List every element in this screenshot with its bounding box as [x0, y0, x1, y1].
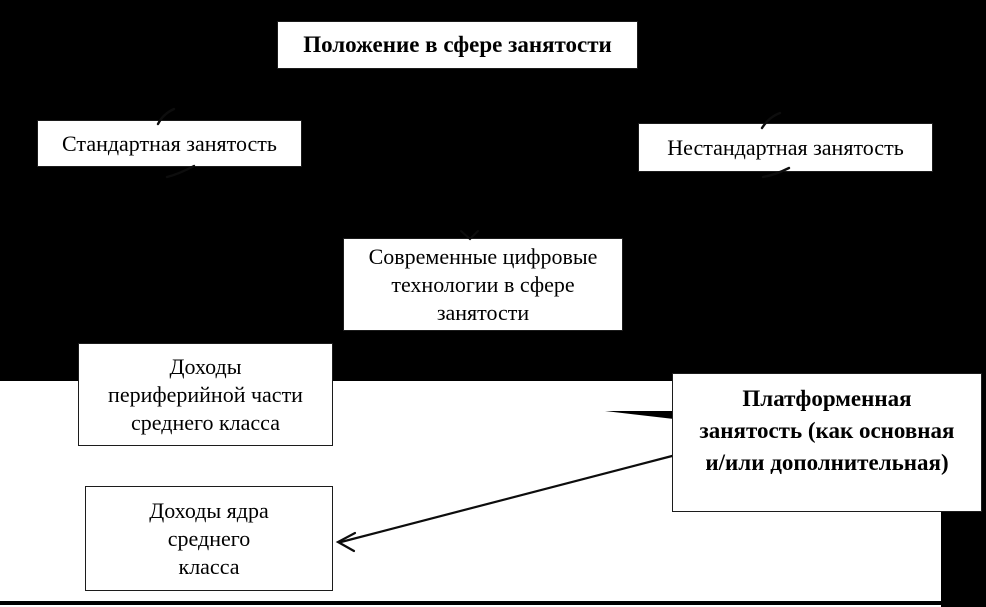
platform-line-1: Платформенная [742, 386, 912, 411]
node-platform-employment [672, 373, 982, 512]
periphery-line-1: Доходы [169, 353, 242, 379]
core-line-2: среднего [167, 525, 251, 551]
digital-line-1: Современные цифровые [368, 243, 598, 269]
black-region-right-column [941, 0, 986, 607]
node-nonstandard-employment [638, 123, 933, 172]
node-nonstandard-employment-label: Нестандартная занятость [667, 134, 904, 160]
platform-line-3: и/или дополнительная) [705, 450, 949, 475]
black-region-bottom-bar [0, 601, 986, 605]
core-line-3: класса [178, 553, 240, 579]
node-employment-position-label: Положение в сфере занятости [303, 32, 612, 57]
node-digital-technologies [343, 238, 623, 331]
digital-line-2: технологии в сфере [391, 271, 575, 297]
node-core-income [85, 486, 333, 591]
arrow-platform-to-core-head [338, 533, 355, 551]
black-edge-dip [605, 411, 674, 419]
node-periphery-income [78, 343, 333, 446]
arrow-platform-to-core-shaft [341, 456, 672, 542]
node-standard-employment [37, 120, 302, 167]
digital-line-3: занятости [436, 299, 530, 325]
platform-line-2: занятость (как основная [699, 418, 955, 443]
node-standard-employment-label: Стандартная занятость [62, 130, 277, 156]
periphery-line-3: среднего класса [131, 409, 280, 435]
node-employment-position [277, 21, 638, 69]
periphery-line-2: периферийной части [108, 381, 303, 407]
core-line-1: Доходы ядра [149, 497, 269, 523]
